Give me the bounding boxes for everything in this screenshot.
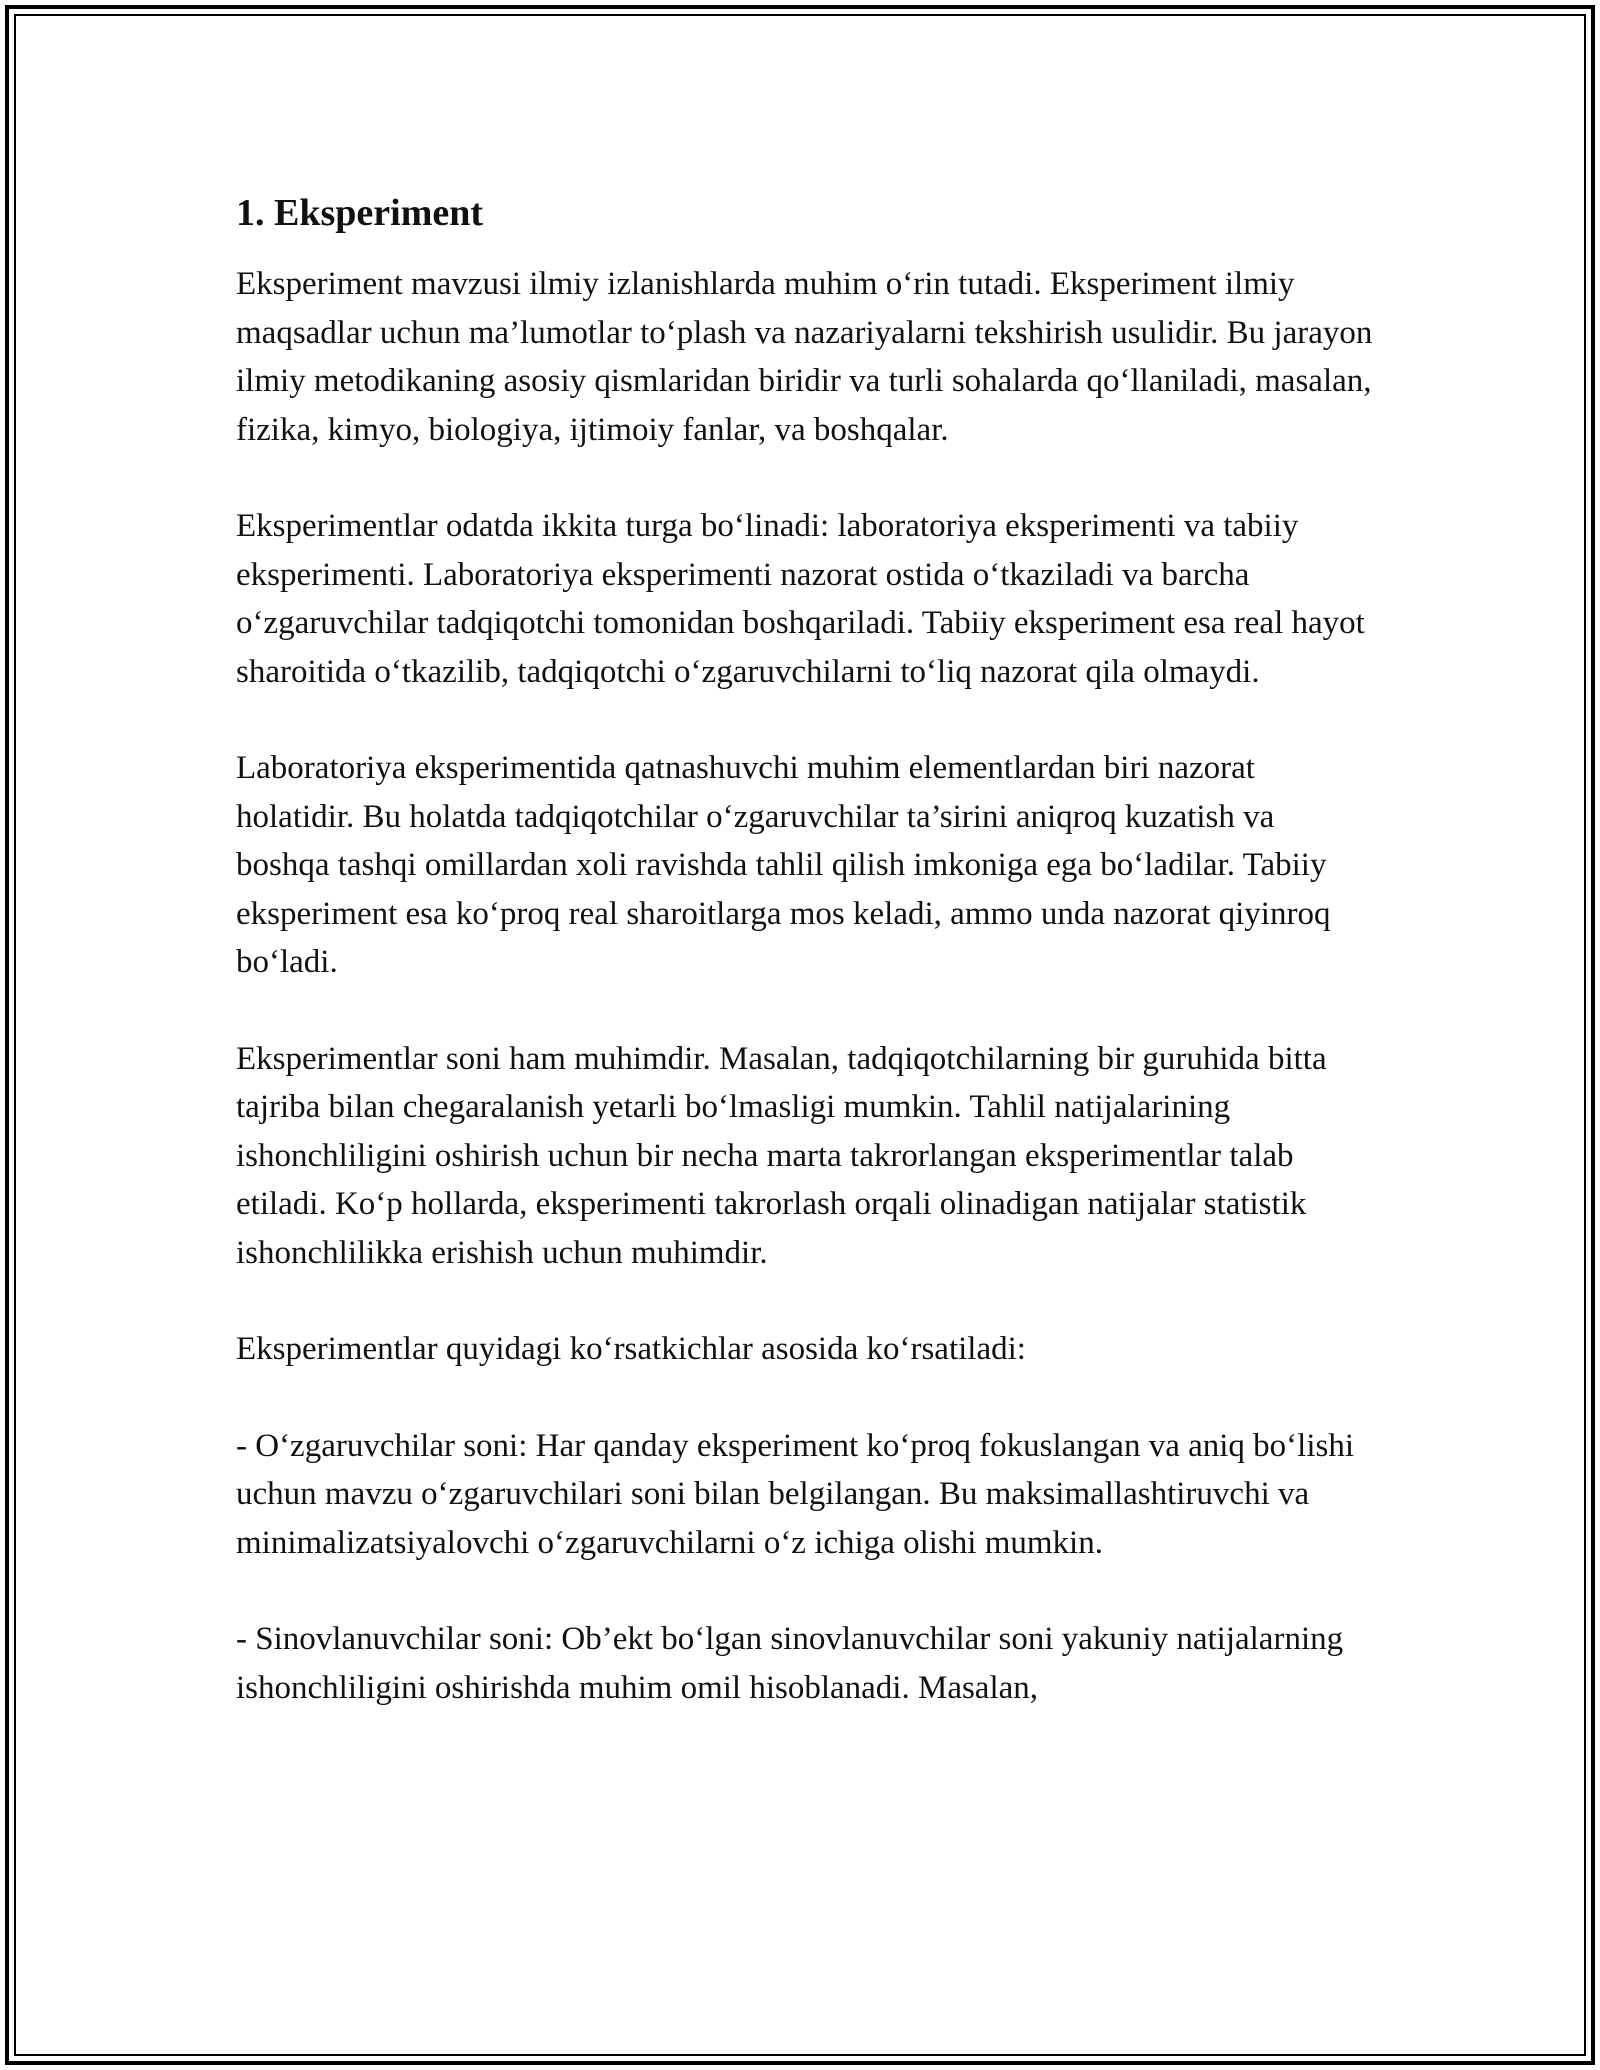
paragraph-intro: Eksperiment mavzusi ilmiy izlanishlarda muhim o‘rin tutadi. Eksperiment ilmiy maqsadlar uchun ma’lumotlar to‘plash va nazariyalarni tekshirish usulidir. Bu jarayon ilmiy metodikaning asosiy qismlaridan biridir va turli sohalarda qo‘llaniladi, masalan, fizika, kimyo, biologiya, ijtimoiy fanlar, va boshqalar. [236, 266, 1373, 448]
paragraph-indicators-intro: Eksperimentlar quyidagi ko‘rsatkichlar asosida ko‘rsatiladi: [236, 1331, 1026, 1367]
section-heading: 1. Eksperiment [236, 192, 483, 234]
paragraph-count: Eksperimentlar soni ham muhimdir. Masalan, tadqiqotchilarning bir guruhida bitta tajriba bilan chegaralanish yetarli bo‘lmasligi mumkin. Tahlil natijalarining ishonchliligini oshirish uchun bir necha marta takrorlangan eksperimentlar talab etiladi. Ko‘p hollarda, eksperimenti takrorlash orqali olinadigan natijalar statistik ishonchlilikka erishish uchun muhimdir. [236, 1040, 1327, 1271]
document-body [236, 186, 1376, 1760]
paragraph-types: Eksperimentlar odatda ikkita turga bo‘linadi: laboratoriya eksperimenti va tabiiy eksperimenti. Laboratoriya eksperimenti nazorat ostida o‘tkaziladi va barcha o‘zgaruvchilar tadqiqotchi tomonidan boshqariladi. Tabiiy eksperiment esa real hayot sharoitida o‘tkazilib, tadqiqotchi o‘zgaruvchilarni to‘liq nazorat qila olmaydi. [236, 508, 1365, 690]
list-item-subjects: - Sinovlanuvchilar soni: Ob’ekt bo‘lgan sinovlanuvchilar soni yakuniy natijalarning ishonchliligini oshirishda muhim omil hisoblanadi. Masalan, [236, 1621, 1344, 1706]
paragraph-control: Laboratoriya eksperimentida qatnashuvchi muhim elementlardan biri nazorat holatidir. Bu holatda tadqiqotchilar o‘zgaruvchilar ta’sirini aniqroq kuzatish va boshqa tashqi omillardan xoli ravishda tahlil qilish imkoniga ega bo‘ladilar. Tabiiy eksperiment esa ko‘proq real sharoitlarga mos keladi, ammo unda nazorat qiyinroq bo‘ladi. [236, 750, 1331, 980]
list-item-variables: - O‘zgaruvchilar soni: Har qanday eksperiment ko‘proq fokuslangan va aniq bo‘lishi uchun mavzu o‘zgaruvchilari soni bilan belgilangan. Bu maksimallashtiruvchi va minimalizatsiyalovchi o‘zgaruvchilarni o‘z ichiga olishi mumkin. [236, 1427, 1355, 1561]
